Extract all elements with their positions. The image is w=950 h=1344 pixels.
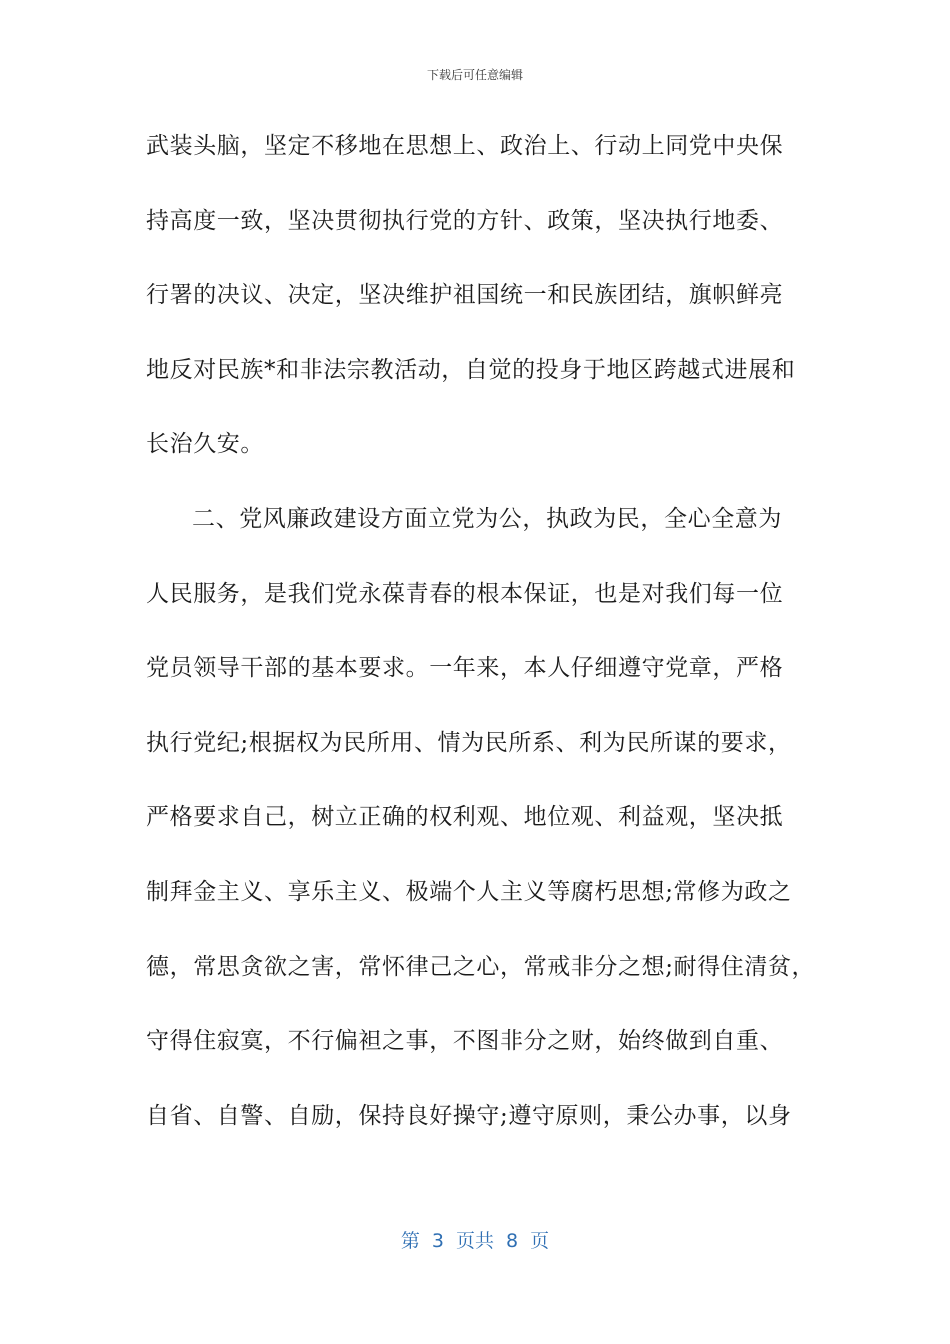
paragraph-start-line: 二、党风廉政建设方面立党为公，执政为民，全心全意为 xyxy=(192,505,782,532)
text-line: 长治久安。 xyxy=(146,431,264,458)
text-line: 行署的决议、决定，坚决维护祖国统一和民族团结，旗帜鲜亮 xyxy=(146,282,784,309)
text-line: 党员领导干部的基本要求。一年来，本人仔细遵守党章，严格 xyxy=(146,655,784,682)
document-body xyxy=(146,124,816,1168)
text-line: 地反对民族*和非法宗教活动，自觉的投身于地区跨越式进展和 xyxy=(146,356,796,383)
text-line: 德，常思贪欲之害，常怀律己之心，常戒非分之想;耐得住清贫， xyxy=(146,953,816,980)
text-line: 执行党纪;根据权为民所用、情为民所系、利为民所谋的要求， xyxy=(146,729,792,756)
text-line: 严格要求自己，树立正确的权利观、地位观、利益观，坚决抵 xyxy=(146,804,784,831)
text-line: 武装头脑，坚定不移地在思想上、政治上、行动上同党中央保 xyxy=(146,133,784,159)
header-note: 下载后可任意编辑 xyxy=(426,68,523,82)
text-line: 守得住寂寞，不行偏袒之事，不图非分之财，始终做到自重、 xyxy=(146,1028,784,1055)
page-number: 第 3 页共 8 页 xyxy=(400,1230,550,1252)
text-line: 自省、自警、自励，保持良好操守;遵守原则，秉公办事，以身 xyxy=(146,1102,792,1129)
text-line: 人民服务，是我们党永葆青春的根本保证，也是对我们每一位 xyxy=(146,580,784,607)
text-line: 持高度一致，坚决贯彻执行党的方针、政策，坚决执行地委、 xyxy=(146,207,784,234)
text-line: 制拜金主义、享乐主义、极端个人主义等腐朽思想;常修为政之 xyxy=(146,878,792,905)
